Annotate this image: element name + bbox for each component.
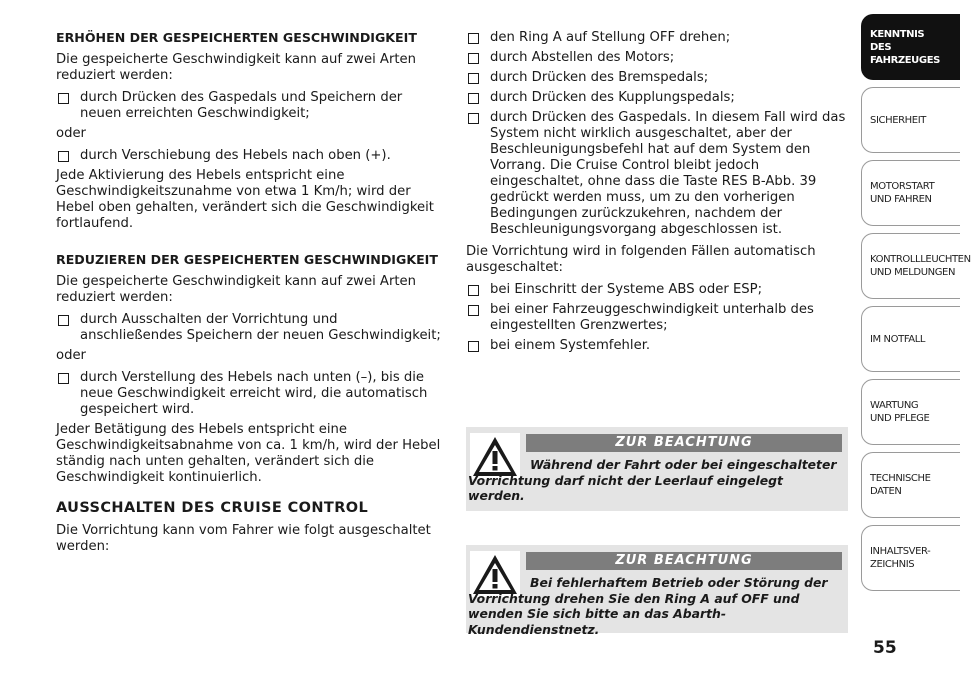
page-number: 55 <box>873 638 897 658</box>
paragraph: Die gespeicherte Geschwindigkeit kann auf zwei Arten reduziert werden: <box>56 274 417 305</box>
tab-sicherheit[interactable]: SICHERHEIT <box>861 87 960 153</box>
list-item: durch Ausschalten der Vorrichtung und anschließendes Speichern der neuen Geschwindigkeit; <box>56 312 444 344</box>
paragraph: Jede Aktivierung des Hebels entspricht eine Geschwindigkeitszunahme von etwa 1 Km/h; wird der Hebel oben gehalten, verändert sich die Geschwindigkeit fortlaufend. <box>56 168 434 231</box>
list-item: durch Verschiebung des Hebels nach oben (+). <box>56 148 444 164</box>
checkbox-icon <box>58 373 69 384</box>
checkbox-icon <box>468 305 479 316</box>
checkbox-icon <box>468 113 479 124</box>
list-item: durch Drücken des Kupplungspedals; <box>466 90 846 106</box>
warning-text: Während der Fahrt oder bei eingeschalteter Vorrichtung darf nicht der Leerlauf eingelegt werden. <box>468 457 837 503</box>
checkbox-icon <box>468 341 479 352</box>
section-heading-increase: ERHÖHEN DER GESPEICHERTEN GESCHWINDIGKEIT <box>56 30 417 45</box>
list-item: bei einer Fahrzeuggeschwindigkeit unterhalb des eingestellten Grenzwertes; <box>466 302 846 334</box>
checkbox-icon <box>468 285 479 296</box>
left-column <box>56 30 444 561</box>
tab-wartung[interactable]: WARTUNG UND PFLEGE <box>861 379 960 445</box>
paragraph: oder <box>56 126 86 141</box>
warning-title: ZUR BEACHTUNG <box>526 434 842 452</box>
checkbox-icon <box>58 93 69 104</box>
tab-kenntnis[interactable]: KENNTNIS DES FAHRZEUGES <box>861 14 960 80</box>
paragraph: Die gespeicherte Geschwindigkeit kann auf zwei Arten reduziert werden: <box>56 52 417 83</box>
paragraph: Die Vorrichtung wird in folgenden Fällen automatisch ausgeschaltet: <box>466 244 816 275</box>
warning-box-1 <box>466 427 848 511</box>
tab-kontrollleuchten[interactable]: KONTROLLLEUCHTEN UND MELDUNGEN <box>861 233 960 299</box>
list-item: durch Verstellung des Hebels nach unten (–), bis die neue Geschwindigkeit erreicht wird, die automatisch gespeichert wird. <box>56 370 444 418</box>
list-item: bei einem Systemfehler. <box>466 338 846 354</box>
list-item: durch Drücken des Gaspedals und Speichern der neuen erreichten Geschwindigkeit; <box>56 90 444 122</box>
list-item: durch Drücken des Bremspedals; <box>466 70 846 86</box>
list-item: durch Abstellen des Motors; <box>466 50 846 66</box>
list-item: den Ring A auf Stellung OFF drehen; <box>466 30 846 46</box>
list-item: durch Drücken des Gaspedals. In diesem Fall wird das System nicht wirklich ausgeschaltet, aber der Beschleunigungsbefehl hat auf dem System den Vorrang. Die Cruise Control bleibt jedoch eingeschaltet, ohne dass die Taste RES B-Abb. 39 gedrückt werden muss, um zu den vorherigen Bedingungen zurückzukehren, nachdem der Beschleunigungsvorgang abgeschlossen ist. <box>466 110 846 238</box>
warning-title: ZUR BEACHTUNG <box>526 552 842 570</box>
warning-box-2 <box>466 545 848 637</box>
tab-inhaltsverzeichnis[interactable]: INHALTSVER- ZEICHNIS <box>861 525 960 591</box>
warning-text: Bei fehlerhaftem Betrieb oder Störung der Vorrichtung drehen Sie den Ring A auf OFF und wenden Sie sich bitte an das Abarth-Kundendienstnetz. <box>468 575 828 637</box>
list-item: bei Einschritt der Systeme ABS oder ESP; <box>466 282 846 298</box>
checkbox-icon <box>58 151 69 162</box>
tab-technische-daten[interactable]: TECHNISCHE DATEN <box>861 452 960 518</box>
checkbox-icon <box>468 33 479 44</box>
paragraph: Die Vorrichtung kann vom Fahrer wie folgt ausgeschaltet werden: <box>56 523 431 554</box>
paragraph: Jeder Betätigung des Hebels entspricht eine Geschwindigkeitsabnahme von ca. 1 km/h, wird der Hebel ständig nach unten gehalten, verändert sich die Geschwindigkeit kontinuierlich. <box>56 422 441 485</box>
tab-im-notfall[interactable]: IM NOTFALL <box>861 306 960 372</box>
paragraph: oder <box>56 348 86 363</box>
checkbox-icon <box>468 53 479 64</box>
checkbox-icon <box>468 73 479 84</box>
section-heading-reduce: REDUZIEREN DER GESPEICHERTEN GESCHWINDIGKEIT <box>56 252 438 267</box>
checkbox-icon <box>58 315 69 326</box>
chapter-tabs <box>861 14 971 598</box>
tab-motorstart[interactable]: MOTORSTART UND FAHREN <box>861 160 960 226</box>
section-heading-switch-off: AUSSCHALTEN DES CRUISE CONTROL <box>56 500 369 516</box>
middle-column <box>466 30 846 358</box>
checkbox-icon <box>468 93 479 104</box>
